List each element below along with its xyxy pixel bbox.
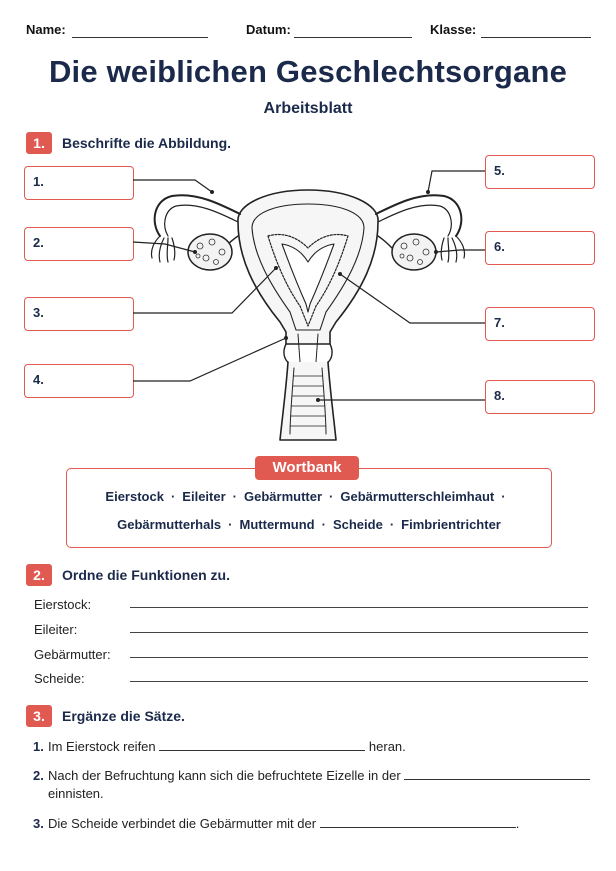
question-3-end: .: [515, 816, 520, 831]
word-separator: ·: [170, 489, 176, 504]
question-2-number: 2.: [33, 768, 44, 783]
left-fallopian-tube: [155, 195, 240, 236]
word: Muttermund: [239, 517, 315, 532]
word-separator: ·: [501, 489, 506, 504]
question-2: [48, 768, 590, 783]
label-number: 7.: [494, 315, 505, 330]
question-2-text: Nach der Befruchtung kann sich die befruchtete Eizelle in der: [48, 768, 401, 783]
label-number: 5.: [494, 163, 505, 178]
label-number: 3.: [33, 305, 44, 320]
word-separator: ·: [228, 517, 233, 532]
wordbank-title: Wortbank: [255, 456, 359, 480]
section-2-number: 2.: [26, 564, 52, 586]
page-title: Die weiblichen Geschlechtsorgane: [48, 54, 568, 89]
class-label: Klasse:: [430, 22, 477, 37]
question-1-number: 1.: [33, 739, 44, 754]
function-label: Scheide:: [34, 671, 85, 686]
word: Fimbrientrichter: [401, 517, 501, 532]
section-2-title: Ordne die Funktionen zu.: [62, 567, 230, 583]
question-2-continuation: einnisten.: [48, 786, 104, 801]
section-3-number: 3.: [26, 705, 52, 727]
label-number: 2.: [33, 235, 44, 250]
word: Scheide: [332, 517, 383, 532]
word: Gebärmutterhals: [117, 517, 222, 532]
label-number: 4.: [33, 372, 44, 387]
label-number: 1.: [33, 174, 44, 189]
label-number: 6.: [494, 239, 505, 254]
page-subtitle: Arbeitsblatt: [263, 100, 353, 117]
question-1: [48, 739, 406, 754]
question-3: [48, 816, 519, 831]
word-separator: ·: [232, 489, 237, 504]
word: Eileiter: [182, 489, 226, 504]
wordbank-row-1: [66, 489, 552, 504]
word-separator: ·: [321, 517, 326, 532]
function-label: Eileiter:: [34, 622, 78, 637]
word: Eierstock: [105, 489, 164, 504]
right-fallopian-tube: [376, 195, 461, 236]
word-separator: ·: [329, 489, 334, 504]
function-answer-line[interactable]: [130, 607, 588, 608]
function-answer-line[interactable]: [130, 681, 588, 682]
function-label: Eierstock:: [34, 597, 92, 612]
section-1-title: Beschrifte die Abbildung.: [62, 135, 232, 151]
function-label: Gebärmutter:: [34, 647, 111, 662]
word: Gebärmutterschleimhaut: [340, 489, 495, 504]
section-3-title: Ergänze die Sätze.: [62, 708, 185, 724]
question-1-text: Im Eierstock reifen: [48, 739, 156, 754]
word: Gebärmutter: [244, 489, 323, 504]
question-2-blank[interactable]: [404, 779, 590, 780]
vagina-outline: [280, 362, 336, 440]
name-label: Name:: [26, 22, 66, 37]
question-1-blank[interactable]: [159, 750, 365, 751]
function-answer-line[interactable]: [130, 657, 588, 658]
section-1-number: 1.: [26, 132, 52, 154]
wordbank-box: [66, 468, 552, 548]
label-number: 8.: [494, 388, 505, 403]
wordbank-row-2: [66, 517, 552, 532]
question-3-number: 3.: [33, 816, 44, 831]
question-3-blank[interactable]: [320, 827, 516, 828]
function-answer-line[interactable]: [130, 632, 588, 633]
word-separator: ·: [389, 517, 395, 532]
question-3-text: Die Scheide verbindet die Gebärmutter mit der: [48, 816, 317, 831]
date-label: Datum:: [246, 22, 291, 37]
question-1-end: heran.: [368, 739, 406, 754]
